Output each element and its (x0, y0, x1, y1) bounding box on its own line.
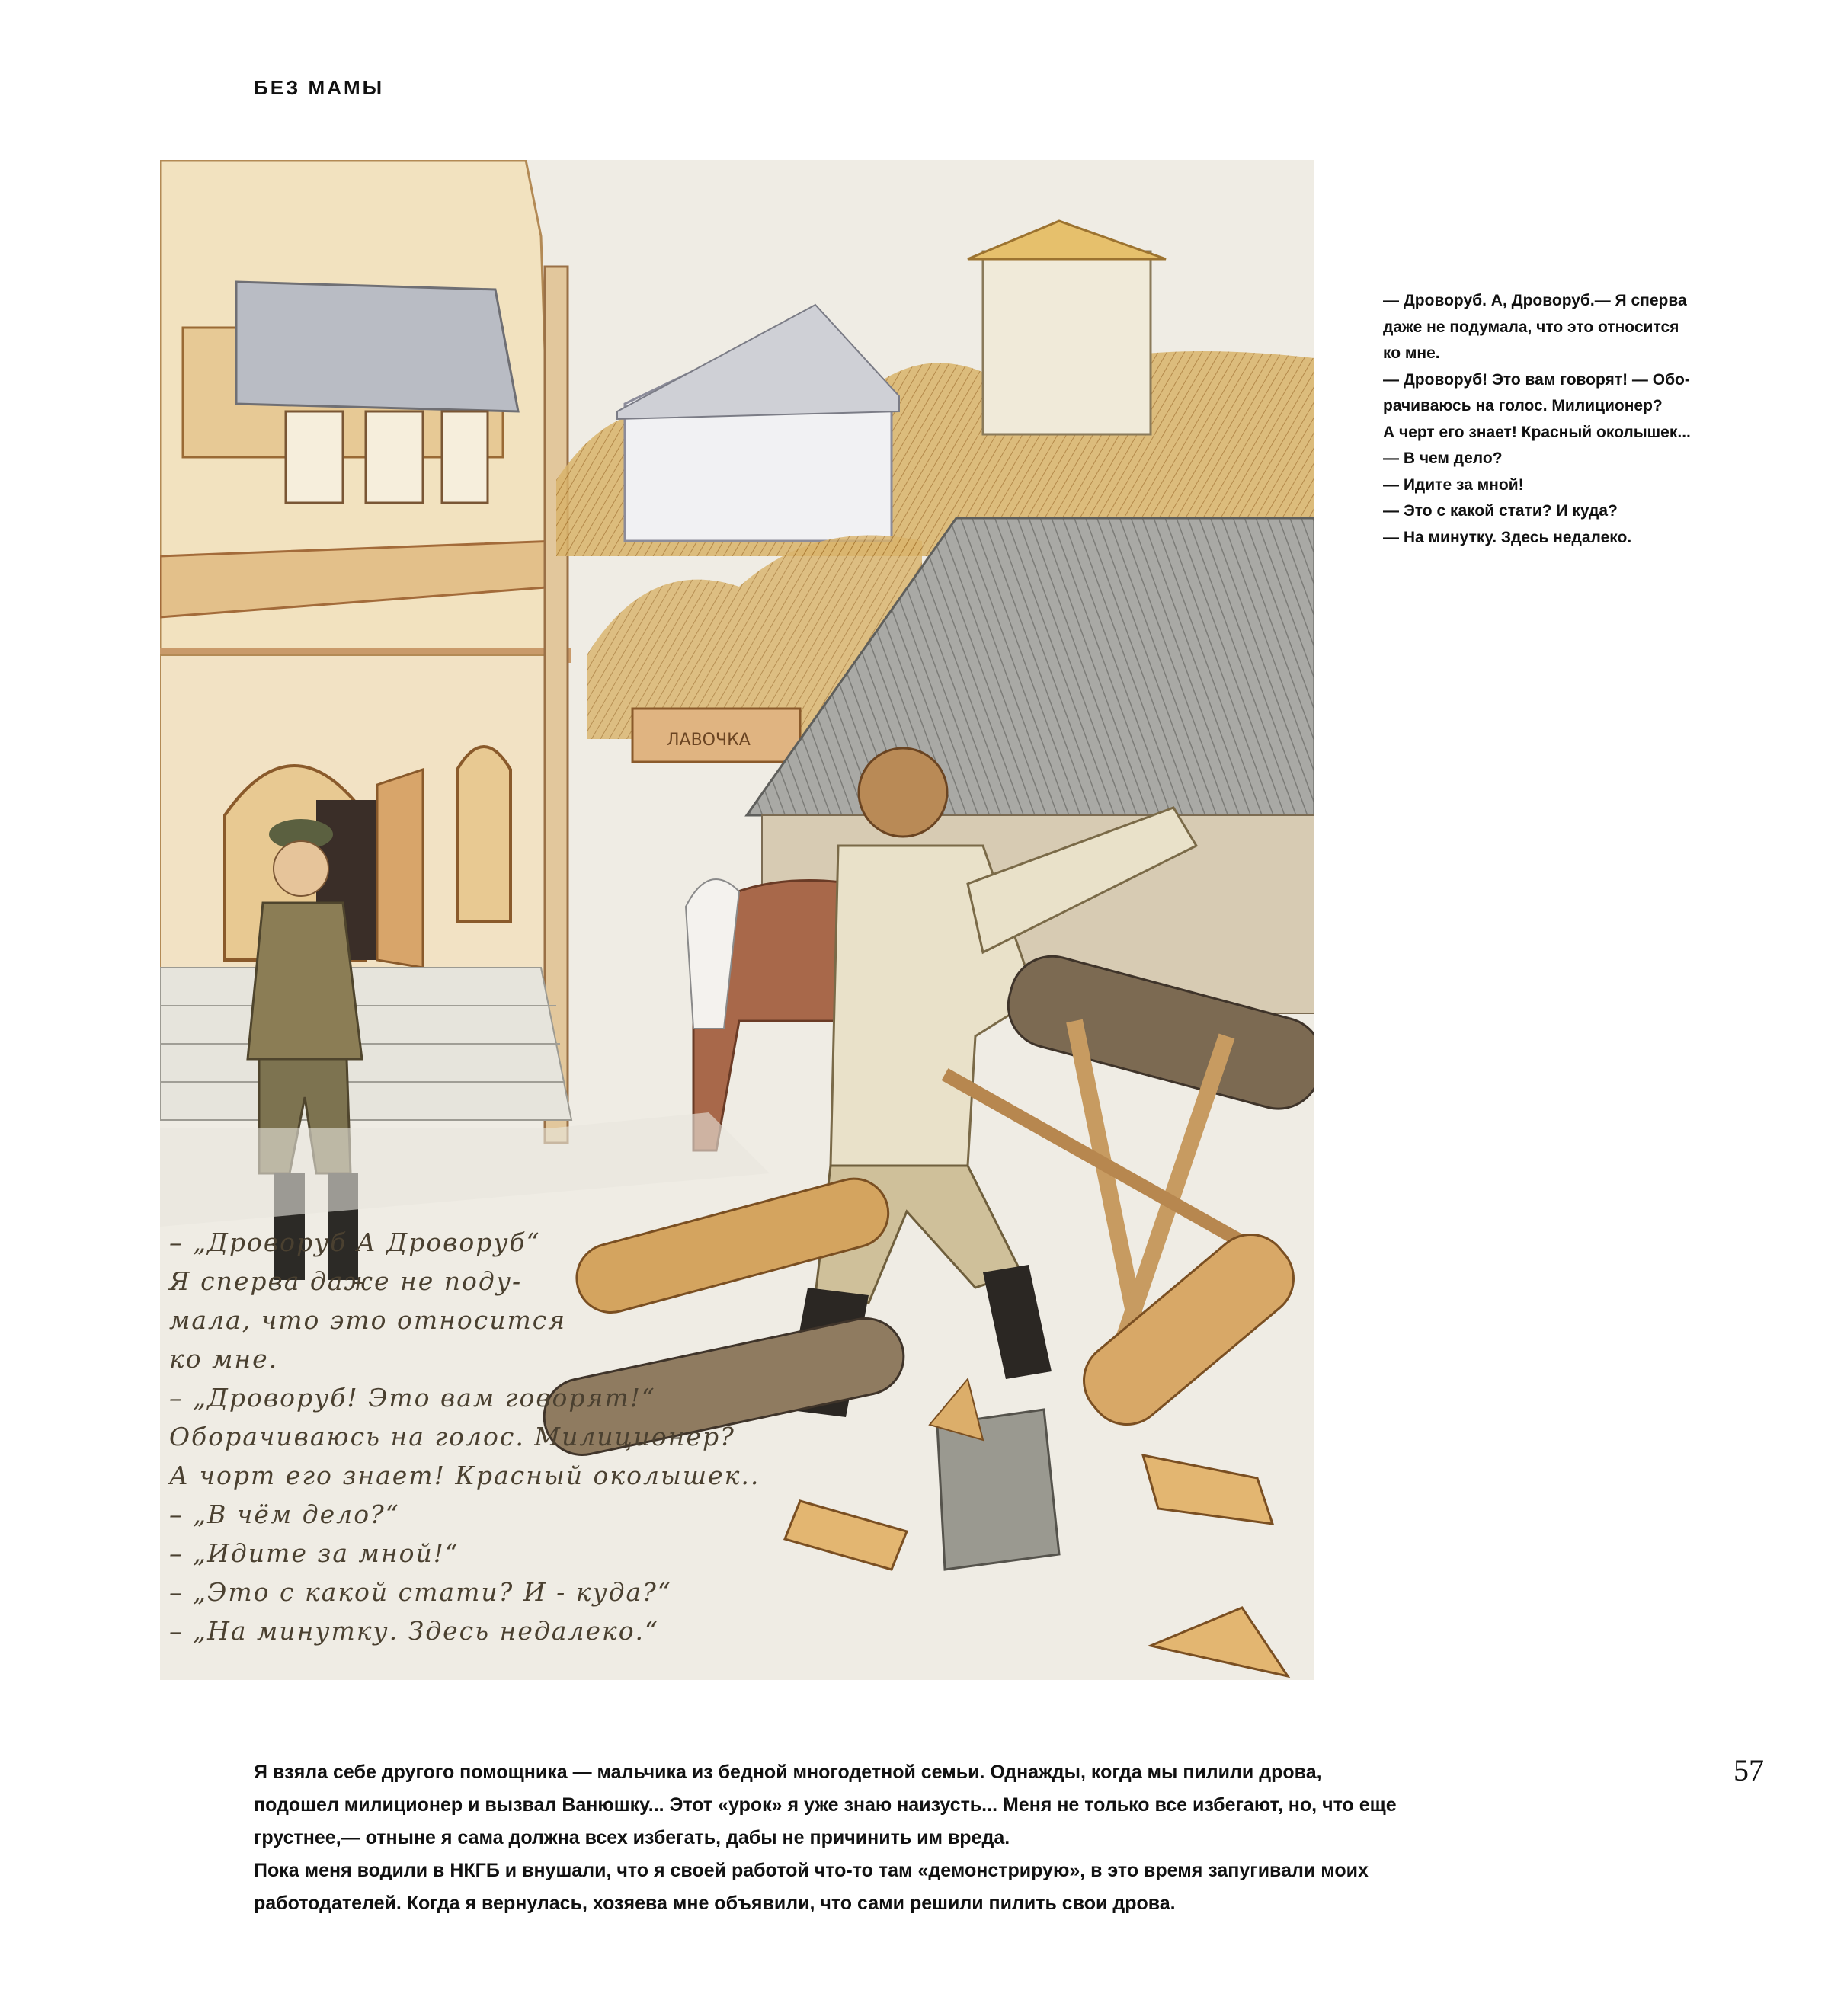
body-line: работодателей. Когда я вернулась, хозяева мне объявили, что сами решили пилить свои дрова. (254, 1893, 1176, 1914)
shop-sign: ЛАВОЧКА (667, 731, 751, 750)
caption-line: ко мне. (1383, 344, 1440, 362)
caption-line: даже не подумала, что это относится (1383, 318, 1679, 336)
caption-line: А черт его знает! Красный околышек... (1383, 423, 1691, 441)
illustration (160, 160, 1314, 1680)
handwritten-line: – „В чём дело?“ (169, 1499, 400, 1529)
handwritten-caption (169, 1223, 855, 1650)
caption-line: — Идите за мной! (1383, 475, 1524, 494)
left-building (160, 160, 571, 1143)
handwritten-line: – „Идите за мной!“ (169, 1538, 459, 1568)
caption-line: — На минутку. Здесь недалеко. (1383, 528, 1632, 546)
caption-line: — Это с какой стати? И куда? (1383, 502, 1618, 520)
side-caption (1383, 288, 1768, 551)
handwritten-line: мала, что это относится (169, 1305, 567, 1335)
handwritten-line: Я сперва даже не поду- (169, 1266, 523, 1296)
handwritten-line: – „Дроворуб А Дроворуб“ (169, 1227, 541, 1257)
handwritten-line: – „Дроворуб! Это вам говорят!“ (169, 1383, 656, 1413)
body-line: подошел милиционер и вызвал Ванюшку... Этот «урок» я уже знаю наизусть... Меня не только все избегают, но, что еще (254, 1794, 1397, 1816)
body-line: Я взяла себе другого помощника — мальчика из бедной многодетной семьи. Однажды, когда мы пилили дрова, (254, 1762, 1322, 1783)
running-head: БЕЗ МАМЫ (254, 76, 385, 99)
body-line: Пока меня водили в НКГБ и внушали, что я своей работой что-то там «демонстрирую», в это время запугивали моих (254, 1860, 1369, 1881)
page-number: 57 (1734, 1753, 1764, 1787)
caption-line: — Дроворуб! Это вам говорят! — Обо- (1383, 370, 1690, 389)
handwritten-line: Оборачиваюсь на голос. Милиционер? (169, 1422, 735, 1451)
handwritten-line: – „На минутку. Здесь недалеко.“ (169, 1616, 659, 1646)
handwritten-line: ко мне. (169, 1344, 279, 1374)
handwritten-line: А чорт его знает! Красный околышек.. (169, 1461, 760, 1490)
caption-line: — Дроворуб. А, Дроворуб.— Я сперва (1383, 292, 1687, 309)
handwritten-line: – „Это с какой стати? И - куда?“ (169, 1577, 672, 1607)
caption-line: — В чем дело? (1383, 450, 1503, 467)
caption-line: рачиваюсь на голос. Милиционер? (1383, 397, 1663, 414)
body-line: грустнее,— отныне я сама должна всех избегать, дабы не причинить им вреда. (254, 1827, 1010, 1848)
body-text (254, 1756, 1587, 1920)
